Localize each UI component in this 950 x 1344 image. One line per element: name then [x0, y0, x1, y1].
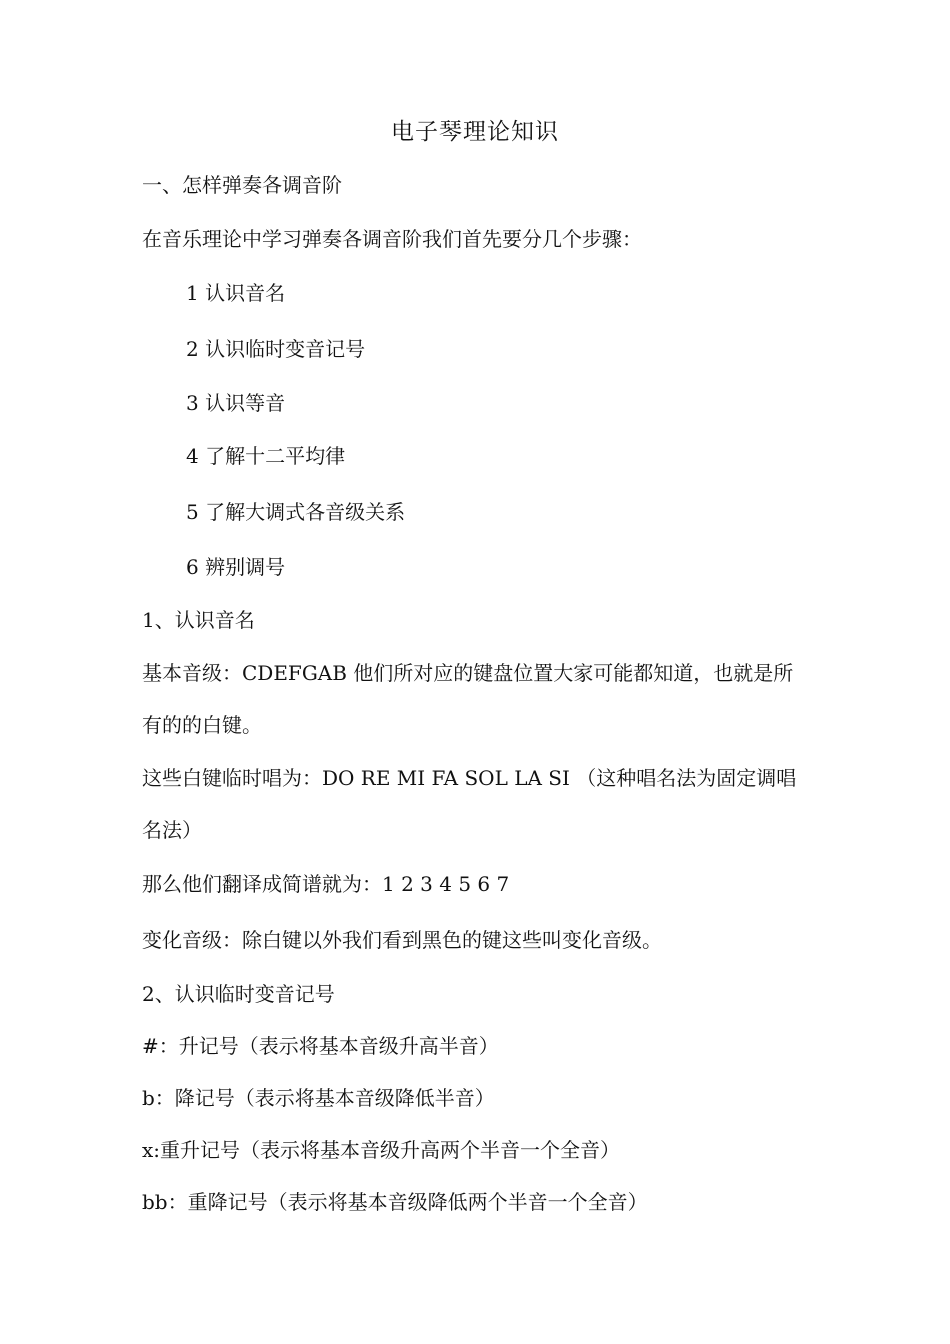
step-item: 3 认识等音 [186, 391, 286, 415]
step-item: 1 认识音名 [186, 281, 286, 305]
paragraph-line: 这些白键临时唱为：DO RE MI FA SOL LA SI （这种唱名法为固定调唱 [142, 766, 797, 790]
paragraph-line: 变化音级：除白键以外我们看到黑色的键这些叫变化音级。 [142, 928, 662, 952]
accidental-item: bb：重降记号（表示将基本音级降低两个半音一个全音） [142, 1190, 648, 1214]
subsection-heading: 1、认识音名 [142, 608, 255, 632]
section-heading: 一、怎样弹奏各调音阶 [142, 173, 342, 197]
step-item: 5 了解大调式各音级关系 [186, 500, 406, 524]
subsection-heading: 2、认识临时变音记号 [142, 982, 335, 1006]
accidental-item: x:重升记号（表示将基本音级升高两个半音一个全音） [142, 1138, 621, 1162]
step-item: 4 了解十二平均律 [186, 444, 346, 468]
intro-paragraph: 在音乐理论中学习弹奏各调音阶我们首先要分几个步骤： [142, 227, 642, 251]
accidental-item: b：降记号（表示将基本音级降低半音） [142, 1086, 495, 1110]
paragraph-line: 有的的白键。 [142, 713, 262, 737]
step-item: 6 辨别调号 [186, 555, 286, 579]
page-title: 电子琴理论知识 [391, 119, 559, 145]
paragraph-line: 名法） [142, 818, 202, 842]
accidental-item: #：升记号（表示将基本音级升高半音） [142, 1034, 499, 1058]
paragraph-line: 基本音级：CDEFGAB 他们所对应的键盘位置大家可能都知道，也就是所 [142, 661, 794, 685]
paragraph-line: 那么他们翻译成简谱就为：1 2 3 4 5 6 7 [142, 872, 510, 896]
step-item: 2 认识临时变音记号 [186, 337, 366, 361]
